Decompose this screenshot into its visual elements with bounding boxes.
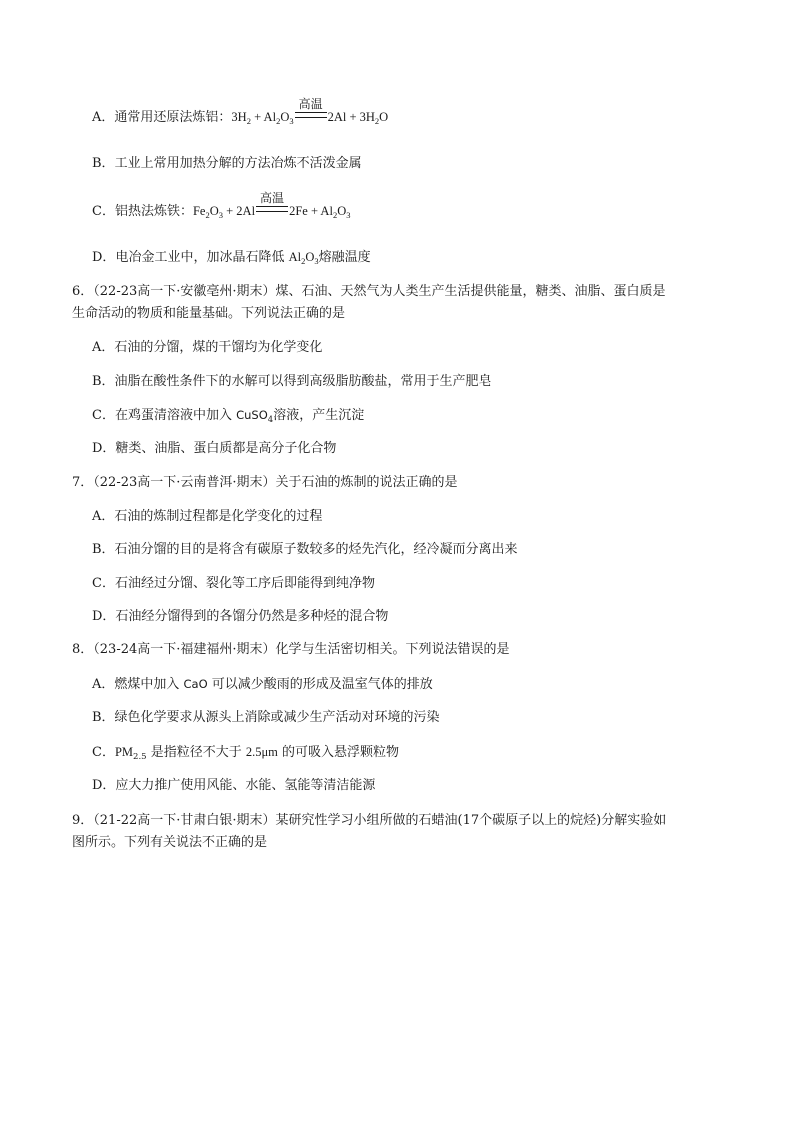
- condition-label: 高温: [298, 97, 323, 111]
- option-text: 熔融温度: [318, 250, 371, 265]
- q9-stem-line1: 9．（21-22高一下·甘肃白银·期末）某研究性学习小组所做的石蜡油(17个碳原子以上的烷烃)分解实验如: [72, 813, 667, 828]
- q5-option-a: [92, 97, 389, 127]
- q5-option-b: [92, 155, 362, 173]
- q6-option-b: B．油脂在酸性条件下的水解可以得到高级脂肪酸盐，常用于生产肥皂: [92, 374, 492, 389]
- eq-sub: 3: [218, 210, 223, 220]
- reaction-condition: [255, 191, 289, 220]
- q7-option-b: B．石油分馏的目的是将含有碳原子数较多的烃先汽化，经冷凝而分离出来: [92, 542, 518, 557]
- eq-part: 2Fe + Al: [289, 204, 333, 218]
- eq-part: 2Al + 3H: [327, 110, 375, 124]
- eq-sub: 3: [314, 256, 319, 266]
- q9-stem-line2: 图所示。下列有关说法不正确的是: [72, 835, 268, 850]
- option-label: C．: [92, 204, 115, 219]
- eq-part: O: [209, 204, 219, 218]
- option-text: A．燃煤中加入: [92, 677, 184, 692]
- q7-option-a: A．石油的炼制过程都是化学变化的过程: [92, 509, 323, 524]
- option-label: A．: [92, 110, 115, 125]
- eq-part: Al: [288, 250, 302, 264]
- eq-part: + Al: [250, 110, 277, 124]
- q8-option-d: D．应大力推广使用风能、水能、氢能等清洁能源: [92, 778, 376, 793]
- chem-formula: CuSO: [236, 408, 268, 422]
- eq-sub: 2: [301, 256, 306, 266]
- q7-stem: 7．（22-23高一下·云南普洱·期末）关于石油的炼制的说法正确的是: [72, 475, 458, 490]
- option-text: 溶液，产生沉淀: [273, 408, 365, 423]
- eq-sub: 2: [276, 116, 281, 126]
- option-label: B．: [92, 156, 115, 171]
- eq-sub: 3: [289, 116, 294, 126]
- q5-option-c: [92, 191, 351, 221]
- chem-formula: [289, 250, 319, 264]
- option-text: C．: [92, 745, 115, 760]
- option-text: 工业上常用加热分解的方法冶炼不活泼金属: [114, 156, 362, 171]
- q6-option-c: [92, 406, 364, 425]
- eq-part: + 2Al: [223, 204, 256, 218]
- option-text: 电冶金工业中，加冰晶石降低: [115, 250, 289, 265]
- option-text: 通常用还原法炼铝：: [114, 110, 232, 125]
- q5-option-d: [92, 248, 371, 267]
- q6-stem-line2: 生命活动的物质和能量基础。下列说法正确的是: [72, 306, 346, 321]
- q8-option-c: [92, 743, 399, 762]
- eq-part: Fe: [192, 204, 206, 218]
- eq-part: O: [280, 110, 290, 124]
- option-label: D．: [92, 250, 116, 265]
- option-text: 的可吸入悬浮颗粒物: [277, 745, 400, 760]
- eq-part: 3H: [231, 110, 247, 124]
- equation-aluminum-reduction: [231, 97, 389, 126]
- eq-part: O: [305, 250, 315, 264]
- eq-sub: 2.5: [133, 752, 147, 762]
- eq-sub: 2: [205, 210, 210, 220]
- eq-part: O: [337, 204, 347, 218]
- q8-option-a: [92, 675, 433, 694]
- eq-part: O: [379, 110, 389, 124]
- chem-formula: PM: [114, 745, 134, 759]
- eq-sub: 4: [267, 415, 274, 425]
- q8-option-b: B．绿色化学要求从源头上消除或减少生产活动对环境的污染: [92, 710, 440, 725]
- option-text: 铝热法炼铁：: [114, 204, 193, 219]
- condition-label: 高温: [260, 191, 285, 205]
- eq-sub: 3: [346, 210, 351, 220]
- eq-sub: 2: [246, 116, 251, 126]
- option-text: 可以减少酸雨的形成及温室气体的排放: [207, 677, 433, 692]
- option-text: C．在鸡蛋清溶液中加入: [92, 408, 237, 423]
- reaction-condition: [294, 97, 328, 126]
- eq-sub: 2: [332, 210, 338, 220]
- q6-option-a: A．石油的分馏，煤的干馏均为化学变化: [92, 340, 323, 355]
- q8-stem: 8．（23-24高一下·福建福州·期末）化学与生活密切相关。下列说法错误的是: [72, 642, 510, 657]
- eq-sub: 2: [374, 116, 380, 126]
- q6-stem-line1: 6．（22-23高一下·安徽亳州·期末）煤、石油、天然气为人类生产生活提供能量，糖类、油脂、蛋白质是: [72, 284, 666, 299]
- q6-option-d: D．糖类、油脂、蛋白质都是高分子化合物: [92, 441, 337, 456]
- measurement-value: 2.5μm: [245, 745, 278, 759]
- equation-thermite: [192, 191, 351, 220]
- option-text: 是指粒径不大于: [146, 745, 246, 760]
- q7-option-c: C．石油经过分馏、裂化等工序后即能得到纯净物: [92, 576, 375, 591]
- q7-option-d: D．石油经分馏得到的各馏分仍然是多种烃的混合物: [92, 609, 389, 624]
- chem-formula: CaO: [183, 677, 208, 691]
